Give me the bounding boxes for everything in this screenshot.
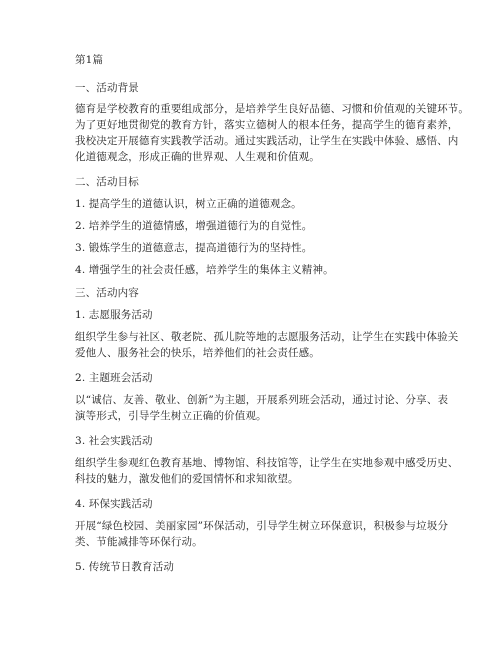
activity-title: 4. 环保实践活动 [75,498,153,510]
page-label: 第1篇 [75,54,104,66]
activity-line: 组织学生参观红色教育基地、博物馆、科技馆等，让学生在实地参观中感受历史、 [75,457,459,469]
section-heading-content: 三、活动内容 [75,287,139,299]
paragraph-line: 化道德观念，形成正确的世界观、人生观和价值观。 [75,151,320,163]
activity-title: 5. 传统节日教育活动 [75,561,175,573]
paragraph-line: 为了更好地贯彻党的教育方针，落实立德树人的根本任务，提高学生的德育素养， [75,119,459,131]
section-heading-goals: 二、活动目标 [75,176,139,188]
paragraph-line: 我校决定开展德育实践教学活动。通过实践活动，让学生在实践中体验、感悟、内 [75,135,459,147]
activity-line: 组织学生参与社区、敬老院、孤儿院等地的志愿服务活动，让学生在实践中体验关 [75,331,459,343]
activity-line: 演等形式，引导学生树立正确的价值观。 [75,410,267,422]
activity-line: 科技的魅力，激发他们的爱国情怀和求知欲望。 [75,473,299,485]
goal-item: 3. 锻炼学生的道德意志，提高道德行为的坚持性。 [75,242,313,254]
activity-title: 2. 主题班会活动 [75,372,153,384]
activity-line: 开展“绿色校园、美丽家园”环保活动，引导学生树立环保意识，积极参与垃圾分 [75,520,449,532]
activity-line: 爱他人、服务社会的快乐，培养他们的社会责任感。 [75,347,320,359]
activity-title: 3. 社会实践活动 [75,435,153,447]
goal-item: 1. 提高学生的道德认识，树立正确的道德观念。 [75,198,302,210]
goal-item: 4. 增强学生的社会责任感，培养学生的集体主义精神。 [75,264,334,276]
goal-item: 2. 培养学生的道德情感，增强道德行为的自觉性。 [75,220,313,232]
activity-line: 以“诚信、友善、敬业、创新”为主题，开展系列班会活动，通过讨论、分享、表 [75,394,449,406]
section-heading-background: 一、活动背景 [75,82,139,94]
activity-line: 类、节能减排等环保行动。 [75,536,203,548]
paragraph-line: 德育是学校教育的重要组成部分，是培养学生良好品德、习惯和价值观的关键环节。 [75,103,470,115]
activity-title: 1. 志愿服务活动 [75,309,153,321]
